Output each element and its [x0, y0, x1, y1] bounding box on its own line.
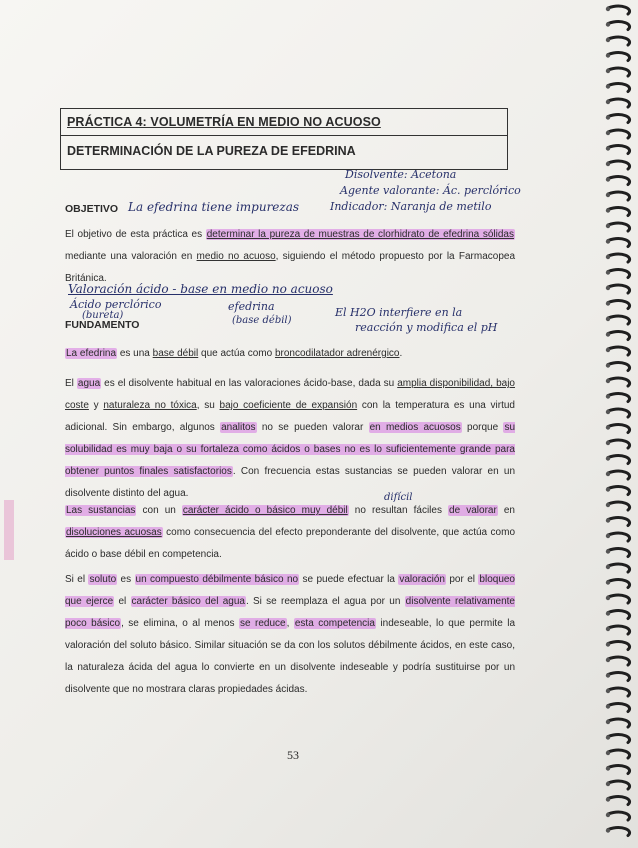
spiral-coil — [608, 270, 630, 278]
spiral-hole — [606, 766, 610, 770]
spiral-hole — [606, 348, 610, 352]
spiral-hole — [606, 363, 610, 367]
spiral-coil — [608, 192, 630, 200]
spiral-coil — [608, 208, 630, 216]
spiral-hole — [606, 410, 610, 414]
spiral-coil — [608, 378, 630, 386]
spiral-hole — [606, 642, 610, 646]
spiral-hole — [606, 394, 610, 398]
spiral-hole — [606, 518, 610, 522]
spiral-hole — [606, 332, 610, 336]
spiral-hole — [606, 565, 610, 569]
spiral-hole — [606, 193, 610, 197]
spiral-coil — [608, 657, 630, 665]
spiral-hole — [606, 456, 610, 460]
spiral-coil — [608, 828, 630, 836]
spiral-coil — [608, 363, 630, 371]
spiral-hole — [606, 177, 610, 181]
soluto-paragraph: Si el soluto es un compuesto débilmente básico no se puede efectuar la valoración por el bloqueo que ejerce el carácter básico del agua. Si se reemplaza el agua por un disolvente relativamente poco básico, se elimina, o al menos se reduce, esta competencia indeseable, lo que permite la valoración del soluto básico. Similar situación se da con los solutos débilmente ácidos, en este caso, la naturaleza ácida del agua lo convierte en un disolvente indeseable y podría sustituirse por un disolvente que no mostrara claras propiedades ácidas. — [65, 574, 516, 695]
practice-title: PRÁCTICA 4: VOLUMETRÍA EN MEDIO NO ACUOSO — [67, 115, 381, 129]
handnote-bureta: (bureta) — [82, 310, 124, 321]
spiral-hole — [606, 208, 610, 212]
spiral-coil — [608, 6, 630, 14]
spiral-coil — [608, 595, 630, 603]
title-divider — [61, 135, 507, 136]
spiral-hole — [606, 813, 610, 817]
spiral-hole — [606, 224, 610, 228]
spiral-coil — [608, 84, 630, 92]
spiral-hole — [606, 270, 610, 274]
spiral-hole — [606, 782, 610, 786]
spiral-hole — [606, 53, 610, 57]
spiral-coil — [608, 37, 630, 45]
page-number: 53 — [287, 748, 299, 762]
spiral-coil — [608, 502, 630, 510]
handnote-efedrina: efedrina — [228, 300, 275, 313]
spiral-coil — [608, 68, 630, 76]
spiral-hole — [606, 611, 610, 615]
handnote-base-debil: (base débil) — [232, 315, 292, 326]
handnote-indicador: Indicador: Naranja de metilo — [330, 200, 492, 213]
spiral-hole — [606, 441, 610, 445]
spiral-coil — [608, 471, 630, 479]
spiral-coil — [608, 409, 630, 417]
spiral-hole — [606, 797, 610, 801]
spiral-hole — [606, 828, 610, 832]
spiral-hole — [606, 720, 610, 724]
handnote-objetivo: La efedrina tiene impurezas — [128, 200, 300, 214]
spiral-binding — [588, 0, 638, 848]
spiral-hole — [606, 549, 610, 553]
spiral-hole — [606, 627, 610, 631]
spiral-hole — [606, 146, 610, 150]
spiral-coil — [608, 425, 630, 433]
spiral-hole — [606, 255, 610, 259]
handnote-reaccion: reacción y modifica el pH — [355, 321, 498, 334]
handnote-agua: El H2O interfiere en la — [335, 306, 463, 319]
spiral-coil — [608, 580, 630, 588]
spiral-coil — [608, 347, 630, 355]
spiral-coil — [608, 223, 630, 231]
spiral-coil — [608, 719, 630, 727]
spiral-coil — [608, 518, 630, 526]
spiral-hole — [606, 425, 610, 429]
spiral-coil — [608, 254, 630, 262]
spiral-coil — [608, 394, 630, 402]
spiral-coil — [608, 130, 630, 138]
practice-subtitle: DETERMINACIÓN DE LA PUREZA DE EFEDRINA — [67, 144, 356, 158]
spiral-hole — [606, 38, 610, 42]
spiral-hole — [606, 301, 610, 305]
spiral-hole — [606, 689, 610, 693]
spiral-hole — [606, 735, 610, 739]
spiral-coil — [608, 115, 630, 123]
handnote-acido: Ácido perclórico — [70, 298, 162, 311]
spiral-coil — [608, 781, 630, 789]
handnote-valoracion-title: Valoración ácido - base en medio no acuoso — [68, 282, 333, 296]
spiral-coil — [608, 301, 630, 309]
spiral-coil — [608, 99, 630, 107]
spiral-coil — [608, 766, 630, 774]
spiral-hole — [606, 658, 610, 662]
spiral-coil — [608, 564, 630, 572]
spiral-coil — [608, 161, 630, 169]
spiral-coil — [608, 239, 630, 247]
objetivo-label: OBJETIVO — [65, 203, 119, 215]
spiral-coil — [608, 285, 630, 293]
spiral-coil — [608, 316, 630, 324]
agua-paragraph: El agua es el disolvente habitual en las valoraciones ácido-base, dada su amplia disponibilidad, bajo coste y naturaleza no tóxica, su bajo coeficiente de expansión con la temperatura es una virtud adicional. Sin embargo, algunos analitos no se pueden valorar en medios acuosos porque su solubilidad es muy baja o su fortaleza como ácidos o bases no es lo suficientemente grande para obtener puntos finales satisfactorios. Con frecuencia estas sustancias se pueden valorar en un disolvente distinto del agua. — [65, 378, 516, 499]
handnote-dificil: difícil — [384, 492, 413, 503]
spiral-coil — [608, 549, 630, 557]
spiral-coil — [608, 332, 630, 340]
margin-color-strip — [4, 500, 14, 560]
highlight-objetivo: determinar la pureza de muestras de clorhidrato de efedrina sólidas — [206, 229, 514, 240]
objetivo-paragraph: El objetivo de esta práctica es determinar la pureza de muestras de clorhidrato de efedrina sólidas mediante una valoración en medio no acuoso, siguiendo el método propuesto por la Farmacopea Británica. — [65, 229, 515, 284]
spiral-hole — [606, 534, 610, 538]
spiral-coil — [608, 812, 630, 820]
spiral-hole — [606, 472, 610, 476]
spiral-coil — [608, 642, 630, 650]
spiral-coil — [608, 797, 630, 805]
spiral-hole — [606, 22, 610, 26]
spiral-coil — [608, 688, 630, 696]
fundamento-paragraph: La efedrina es una base débil que actúa como broncodilatador adrenérgico. — [66, 348, 403, 359]
handnote-agente: Agente valorante: Ác. perclórico — [340, 184, 521, 197]
spiral-hole — [606, 69, 610, 73]
spiral-coil — [608, 146, 630, 154]
spiral-coil — [608, 704, 630, 712]
handnote-disolvente: Disolvente: Acetona — [345, 168, 457, 181]
spiral-hole — [606, 131, 610, 135]
spiral-hole — [606, 317, 610, 321]
spiral-hole — [606, 379, 610, 383]
spiral-hole — [606, 7, 610, 11]
spiral-hole — [606, 84, 610, 88]
spiral-hole — [606, 673, 610, 677]
spiral-coil — [608, 22, 630, 30]
spiral-hole — [606, 239, 610, 243]
spiral-coil — [608, 750, 630, 758]
spiral-coil — [608, 673, 630, 681]
spiral-coil — [608, 611, 630, 619]
spiral-hole — [606, 751, 610, 755]
spiral-coil — [608, 456, 630, 464]
spiral-hole — [606, 503, 610, 507]
spiral-coil — [608, 440, 630, 448]
spiral-coil — [608, 735, 630, 743]
spiral-hole — [606, 704, 610, 708]
spiral-hole — [606, 115, 610, 119]
spiral-coil — [608, 177, 630, 185]
spiral-hole — [606, 596, 610, 600]
spiral-coil — [608, 53, 630, 61]
sustancias-paragraph: Las sustancias con un carácter ácido o básico muy débil no resultan fáciles de valorar en disoluciones acuosas como consecuencia del efecto preponderante del disolvente, que actúa como ácido o base débil en competencia. — [65, 505, 516, 560]
spiral-hole — [606, 580, 610, 584]
spiral-coil — [608, 626, 630, 634]
title-box — [60, 108, 508, 170]
fundamento-label: FUNDAMENTO — [65, 319, 140, 331]
spiral-hole — [606, 162, 610, 166]
spiral-coil — [608, 533, 630, 541]
spiral-hole — [606, 487, 610, 491]
spiral-coil — [608, 487, 630, 495]
spiral-hole — [606, 286, 610, 290]
spiral-hole — [606, 100, 610, 104]
